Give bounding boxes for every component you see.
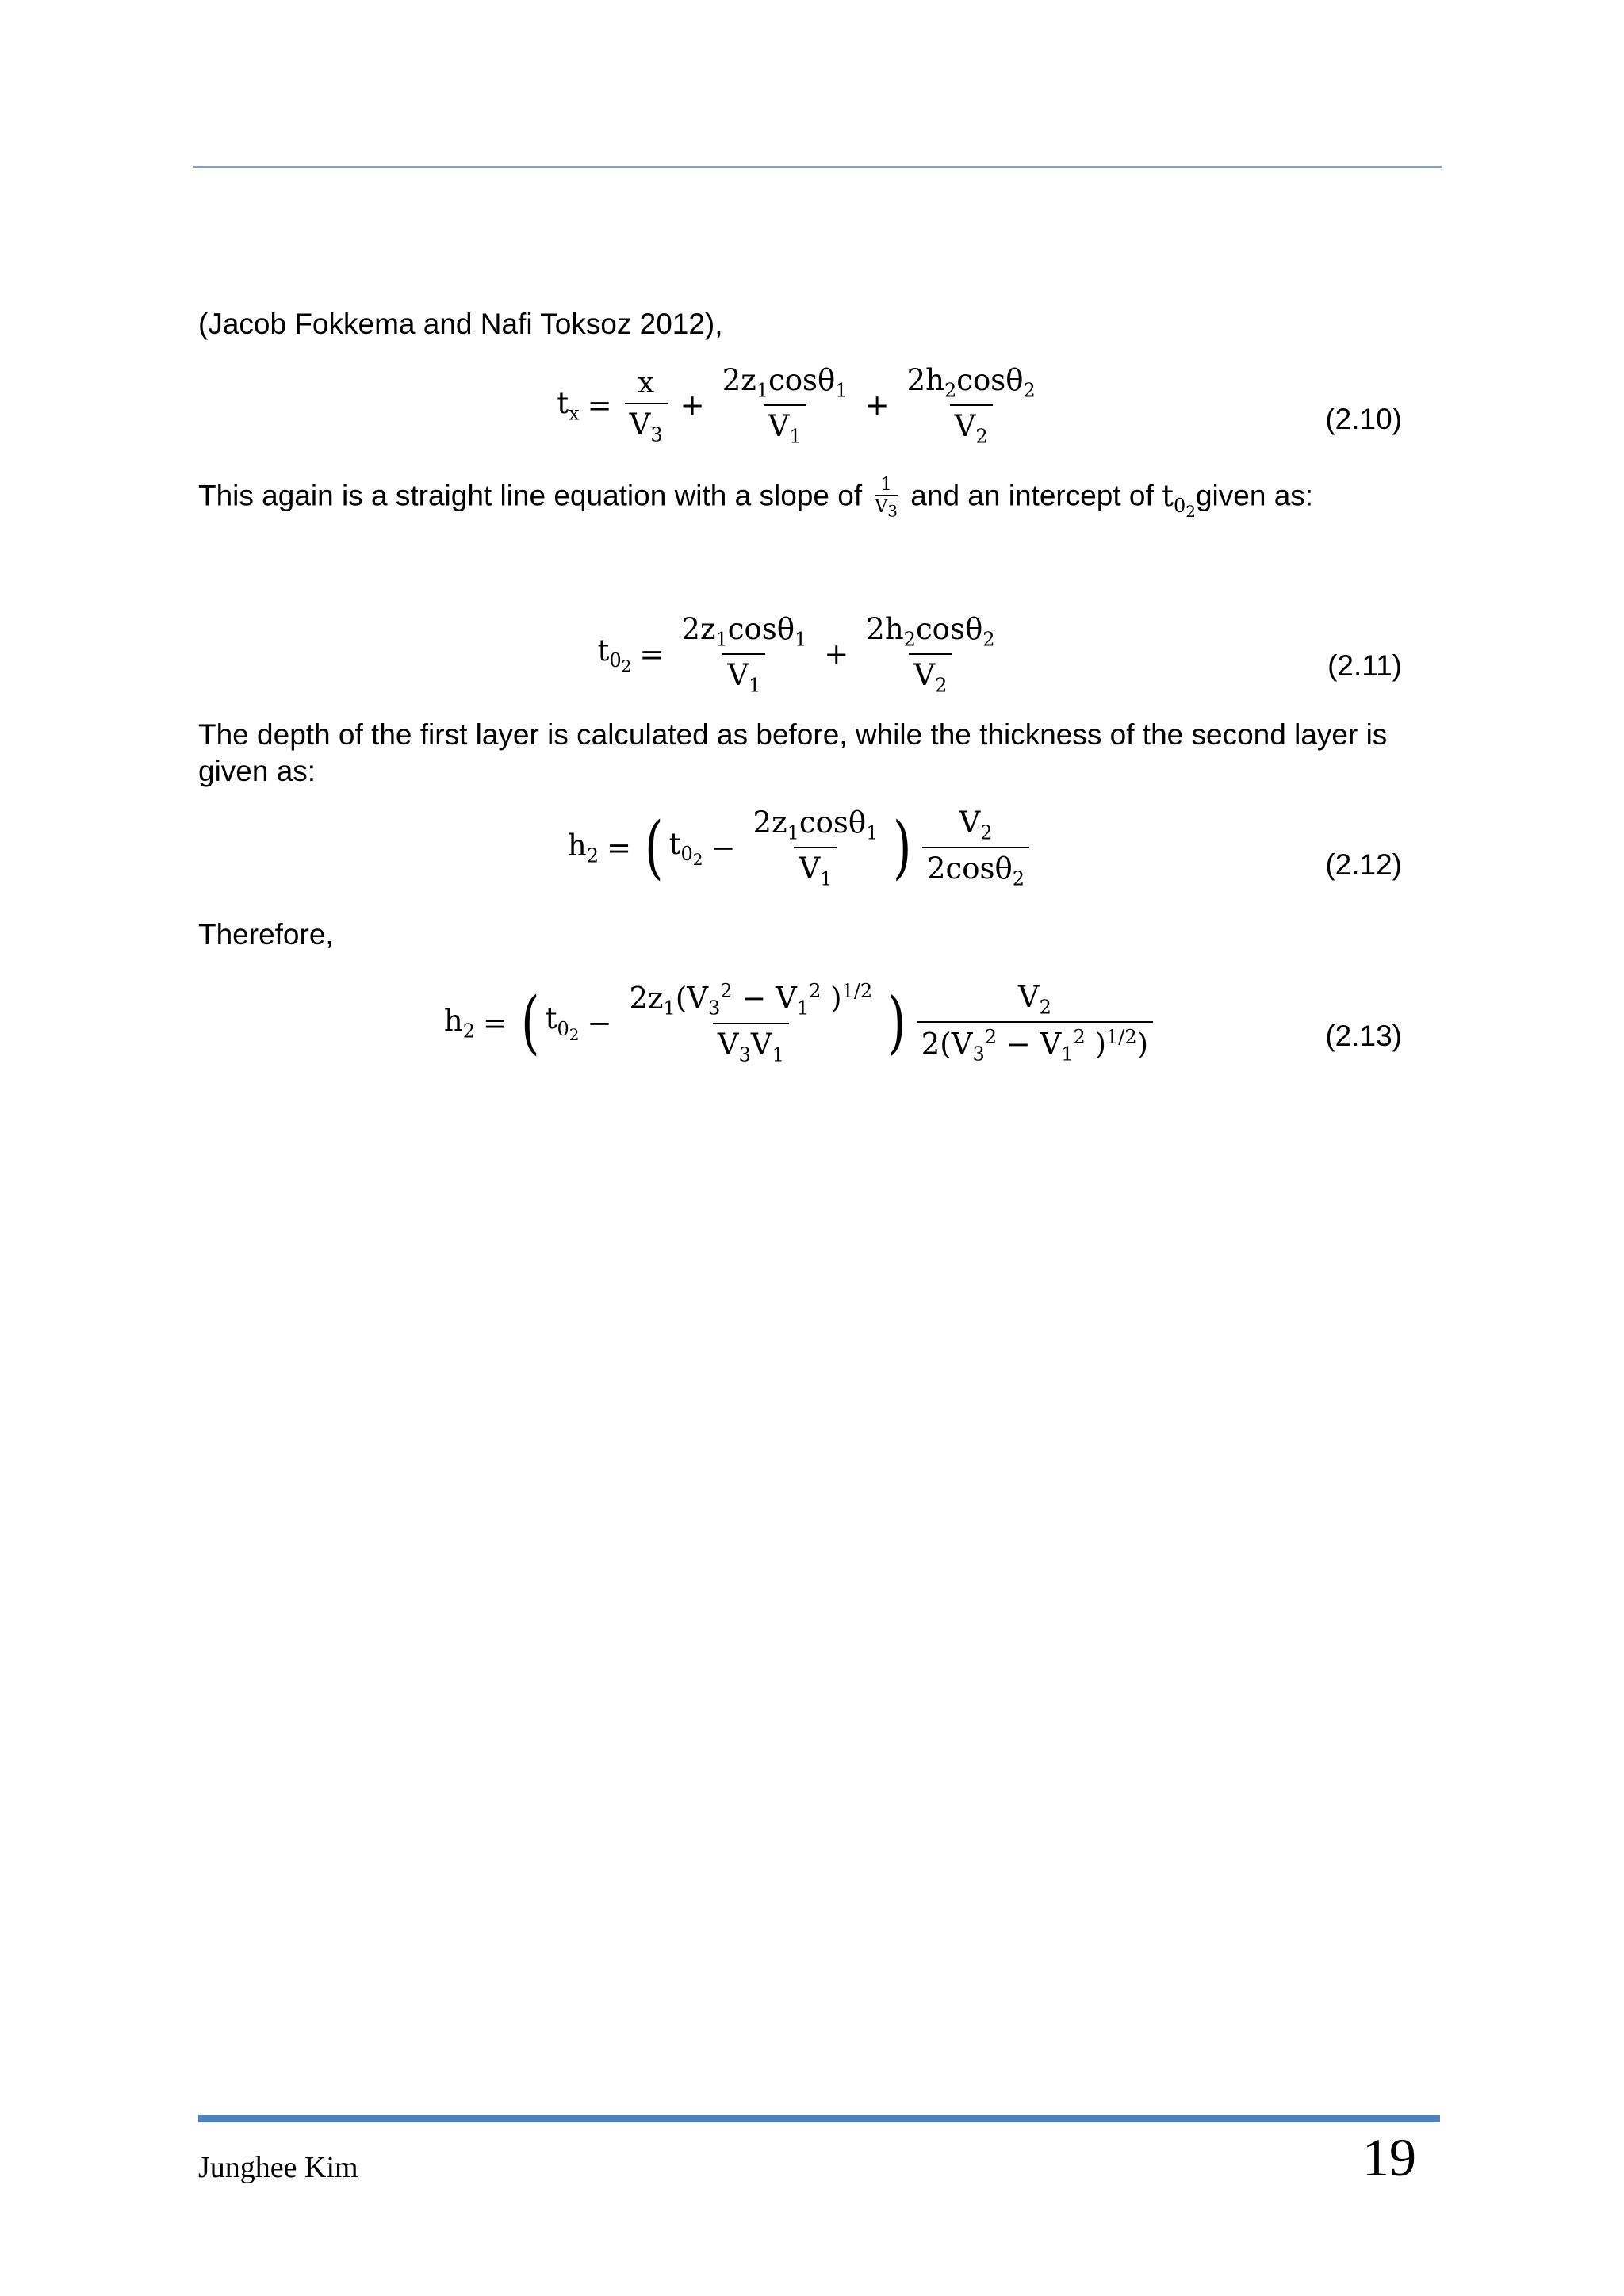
citation-line: (Jacob Fokkema and Nafi Toksoz 2012), [198,308,723,340]
equation-2-13: $h_2$ = ( $t_{0_2}$ − $\frac{2z_1(V_3^2 - V_1^2 )^{1/2}}{V_3V_1}$ ) $\frac{V_2}{2(V_3^2 - V_1^2 )^{1/2})}$ [198,980,1404,1066]
eq-2-13-lhs: $h_2$ [443,1003,476,1043]
equation-number-2-10: (2.10) [1325,403,1402,435]
intercept-symbol: $t_{0_2}$ [1162,478,1196,521]
eq-2-10-term-2: $\frac{2z_1\cos\theta_1}{V_1}$ [722,363,848,448]
equation-2-12: $h_2$ = ( $t_{0_2}$ − $\frac{2z_1\cos\theta_1}{V_1}$ ) $\frac{V_2}{2\cos\theta_2}$ [198,806,1404,890]
eq-2-10-term-3: $\frac{2h_2\cos\theta_2}{V_2}$ [906,363,1036,448]
eq-2-11-lhs: $t_{0_2}$ [597,633,632,675]
eq-2-12-lhs: $h_2$ [567,828,599,867]
page-number: 19 [1362,2127,1416,2187]
footer-author: Junghee Kim [198,2151,358,2184]
equation-2-11: $t_{0_2}$ = $\frac{2z_1\cos\theta_1}{V_1}$ + $\frac{2h_2\cos\theta_2}{V_2}$ [198,612,1404,697]
eq-2-13-fraction-2: $\frac{V_2}{2(V_3^2 - V_1^2 )^{1/2})}$ [917,980,1153,1066]
therefore-text: Therefore, [198,918,334,951]
equation-2-10: $t_x$ = $\frac{x}{V_3}$ + $\frac{2z_1\cos\theta_1}{V_1}$ + $\frac{2h_2\cos\theta_2}{V_2}$ [198,363,1404,448]
left-paren: ( [645,808,664,888]
eq-2-12-fraction-1: $\frac{2z_1\cos\theta_1}{V_1}$ [753,806,879,890]
eq-2-12-fraction-2: $\frac{V_2}{2\cos\theta_2}$ [922,806,1029,890]
left-paren: ( [521,983,540,1063]
depth-paragraph: The depth of the first layer is calculated as before, while the thickness of the second layer is given as: [198,718,1388,787]
eq-2-10-term-1: $\frac{x}{V_3}$ [625,365,668,446]
equation-number-2-12: (2.12) [1325,848,1402,881]
eq-2-11-term-2: $\frac{2h_2\cos\theta_2}{V_2}$ [866,612,995,697]
eq-2-11-term-1: $\frac{2z_1\cos\theta_1}{V_1}$ [681,612,807,697]
equation-number-2-13: (2.13) [1325,1020,1402,1052]
header-rule [193,166,1442,168]
slope-fraction: $\frac{1}{V_3}$ [875,475,898,521]
eq-2-10-lhs: $t_x$ [557,386,580,425]
slope-paragraph: This again is a straight line equation with a slope of $\frac{1}{V_3}$ and an intercept of $t_{0_2}given$ as: [198,475,1314,521]
right-paren: ) [893,808,912,888]
eq-2-13-fraction-1: $\frac{2z_1(V_3^2 - V_1^2 )^{1/2}}{V_3V_1}$ [629,980,873,1066]
footer-rule [198,2115,1440,2122]
eq-2-12-t0: $t_{0_2}$ [668,826,703,869]
right-paren: ) [887,983,906,1063]
equation-number-2-11: (2.11) [1327,649,1402,682]
eq-2-13-t0: $t_{0_2}$ [545,1001,580,1044]
